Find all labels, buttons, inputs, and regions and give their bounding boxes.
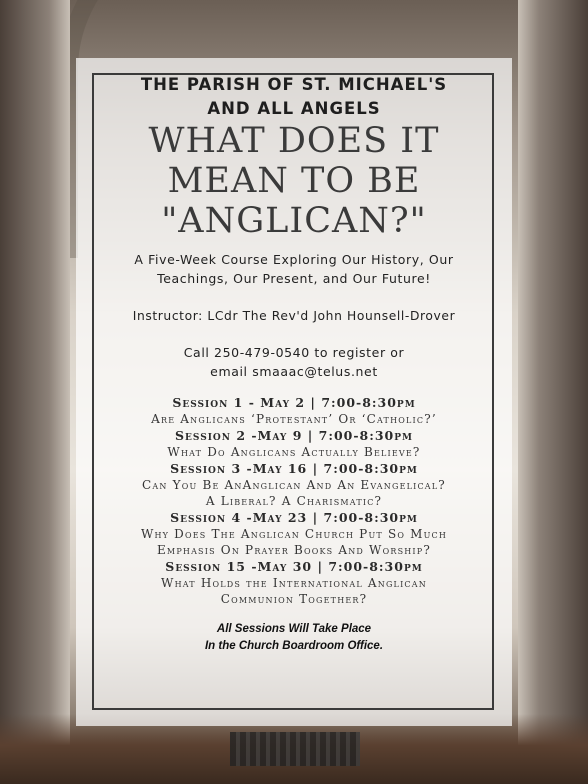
session-item bbox=[76, 427, 512, 460]
flyer-content bbox=[76, 58, 512, 655]
choir-group bbox=[230, 732, 360, 766]
session-description: Why Does The Anglican Church Put So Much bbox=[140, 527, 448, 541]
location-line: All Sessions Will Take Place bbox=[216, 623, 372, 635]
session-item bbox=[76, 394, 512, 427]
session-description: What Do Anglicans Actually Believe? bbox=[167, 445, 421, 459]
session-heading: Session 3 -May 16 | 7:00-8:30pm bbox=[170, 461, 418, 476]
course-title bbox=[76, 121, 512, 241]
session-description: What Holds the International Anglican bbox=[161, 576, 427, 590]
subtitle-line: A Five-Week Course Exploring Our History, Our bbox=[134, 252, 454, 267]
location-note bbox=[76, 621, 512, 655]
instructor-line: Instructor: LCdr The Rev'd John Hounsell-Drover bbox=[132, 309, 456, 323]
title-line: WHAT DOES IT bbox=[148, 121, 440, 161]
session-description: Emphasis On Prayer Books And Worship? bbox=[156, 543, 432, 557]
flyer-panel bbox=[76, 58, 512, 726]
title-line: MEAN TO BE bbox=[167, 161, 421, 201]
registration-contact bbox=[76, 343, 512, 381]
contact-line: email smaaac@telus.net bbox=[210, 364, 378, 379]
course-subtitle bbox=[76, 250, 512, 288]
location-line: In the Church Boardroom Office. bbox=[204, 640, 384, 652]
parish-name bbox=[76, 73, 512, 121]
session-item bbox=[76, 558, 512, 607]
contact-line: Call 250-479-0540 to register or bbox=[183, 345, 405, 360]
title-line: "ANGLICAN?" bbox=[161, 201, 427, 241]
right-pillar bbox=[518, 0, 588, 784]
session-heading: Session 15 -May 30 | 7:00-8:30pm bbox=[165, 559, 423, 574]
session-heading: Session 4 -May 23 | 7:00-8:30pm bbox=[170, 510, 418, 525]
session-heading: Session 1 - May 2 | 7:00-8:30pm bbox=[172, 395, 416, 410]
parish-line: THE PARISH OF ST. MICHAEL'S bbox=[140, 75, 448, 94]
left-pillar bbox=[0, 0, 70, 784]
subtitle-line: Teachings, Our Present, and Our Future! bbox=[157, 271, 431, 286]
session-description: Communion Together? bbox=[220, 592, 368, 606]
session-item bbox=[76, 460, 512, 509]
session-description: Can You Be AnAnglican And An Evangelical? bbox=[142, 478, 446, 492]
session-list bbox=[76, 394, 512, 607]
session-heading: Session 2 -May 9 | 7:00-8:30pm bbox=[175, 428, 413, 443]
session-item bbox=[76, 509, 512, 558]
session-description: A Liberal? A Charismatic? bbox=[205, 494, 383, 508]
session-description: Are Anglicans ‘Protestant’ Or ‘Catholic?’ bbox=[151, 412, 437, 426]
parish-line: AND ALL ANGELS bbox=[207, 99, 381, 118]
